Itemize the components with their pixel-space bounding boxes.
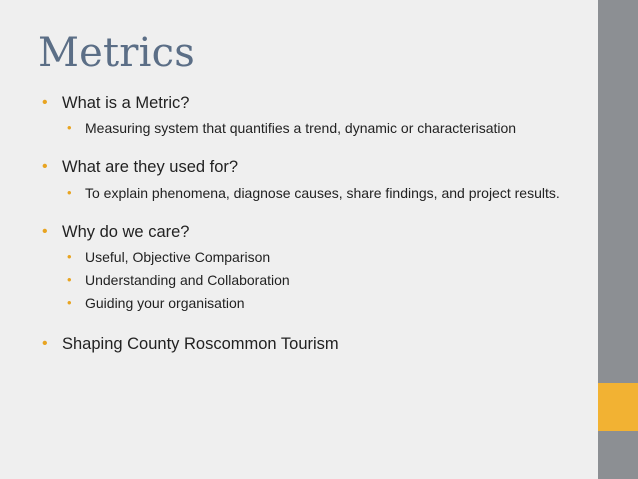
bullet-item	[40, 92, 580, 114]
bullet-text: Why do we care?	[62, 223, 190, 241]
sub-bullet-item	[40, 118, 580, 138]
bullet-dot-icon: •	[42, 94, 48, 111]
side-accent-decoration	[598, 383, 638, 431]
bullet-text: Shaping County Roscommon Tourism	[62, 335, 339, 353]
sub-bullet-item	[40, 270, 580, 290]
sub-bullet-item	[40, 247, 580, 267]
sub-bullet-item	[40, 183, 580, 203]
bullet-list	[40, 92, 580, 355]
sub-bullet-text: To explain phenomena, diagnose causes, share findings, and project results.	[85, 185, 560, 201]
bullet-item	[40, 333, 580, 355]
sub-bullet-dot-icon: •	[67, 272, 72, 287]
bullet-group	[40, 221, 580, 313]
sub-bullet-text: Useful, Objective Comparison	[85, 249, 271, 265]
sub-bullet-dot-icon: •	[67, 185, 72, 200]
sub-bullet-dot-icon: •	[67, 249, 72, 264]
sub-bullet-dot-icon: •	[67, 295, 72, 310]
bullet-item	[40, 221, 580, 243]
sub-bullet-item	[40, 293, 580, 313]
bullet-text: What are they used for?	[62, 158, 239, 176]
bullet-group	[40, 92, 580, 138]
bullet-dot-icon: •	[42, 223, 48, 240]
bullet-text: What is a Metric?	[62, 94, 190, 112]
bullet-dot-icon: •	[42, 335, 48, 352]
bullet-dot-icon: •	[42, 158, 48, 175]
sub-bullet-dot-icon: •	[67, 120, 72, 135]
sub-bullet-text: Guiding your organisation	[85, 295, 245, 311]
sub-bullet-text: Measuring system that quantifies a trend, dynamic or characterisation	[85, 120, 517, 136]
slide-title: Metrics	[38, 30, 195, 76]
bullet-group	[40, 156, 580, 203]
bullet-group	[40, 333, 580, 355]
bullet-item	[40, 156, 580, 178]
sub-bullet-text: Understanding and Collaboration	[85, 272, 290, 288]
